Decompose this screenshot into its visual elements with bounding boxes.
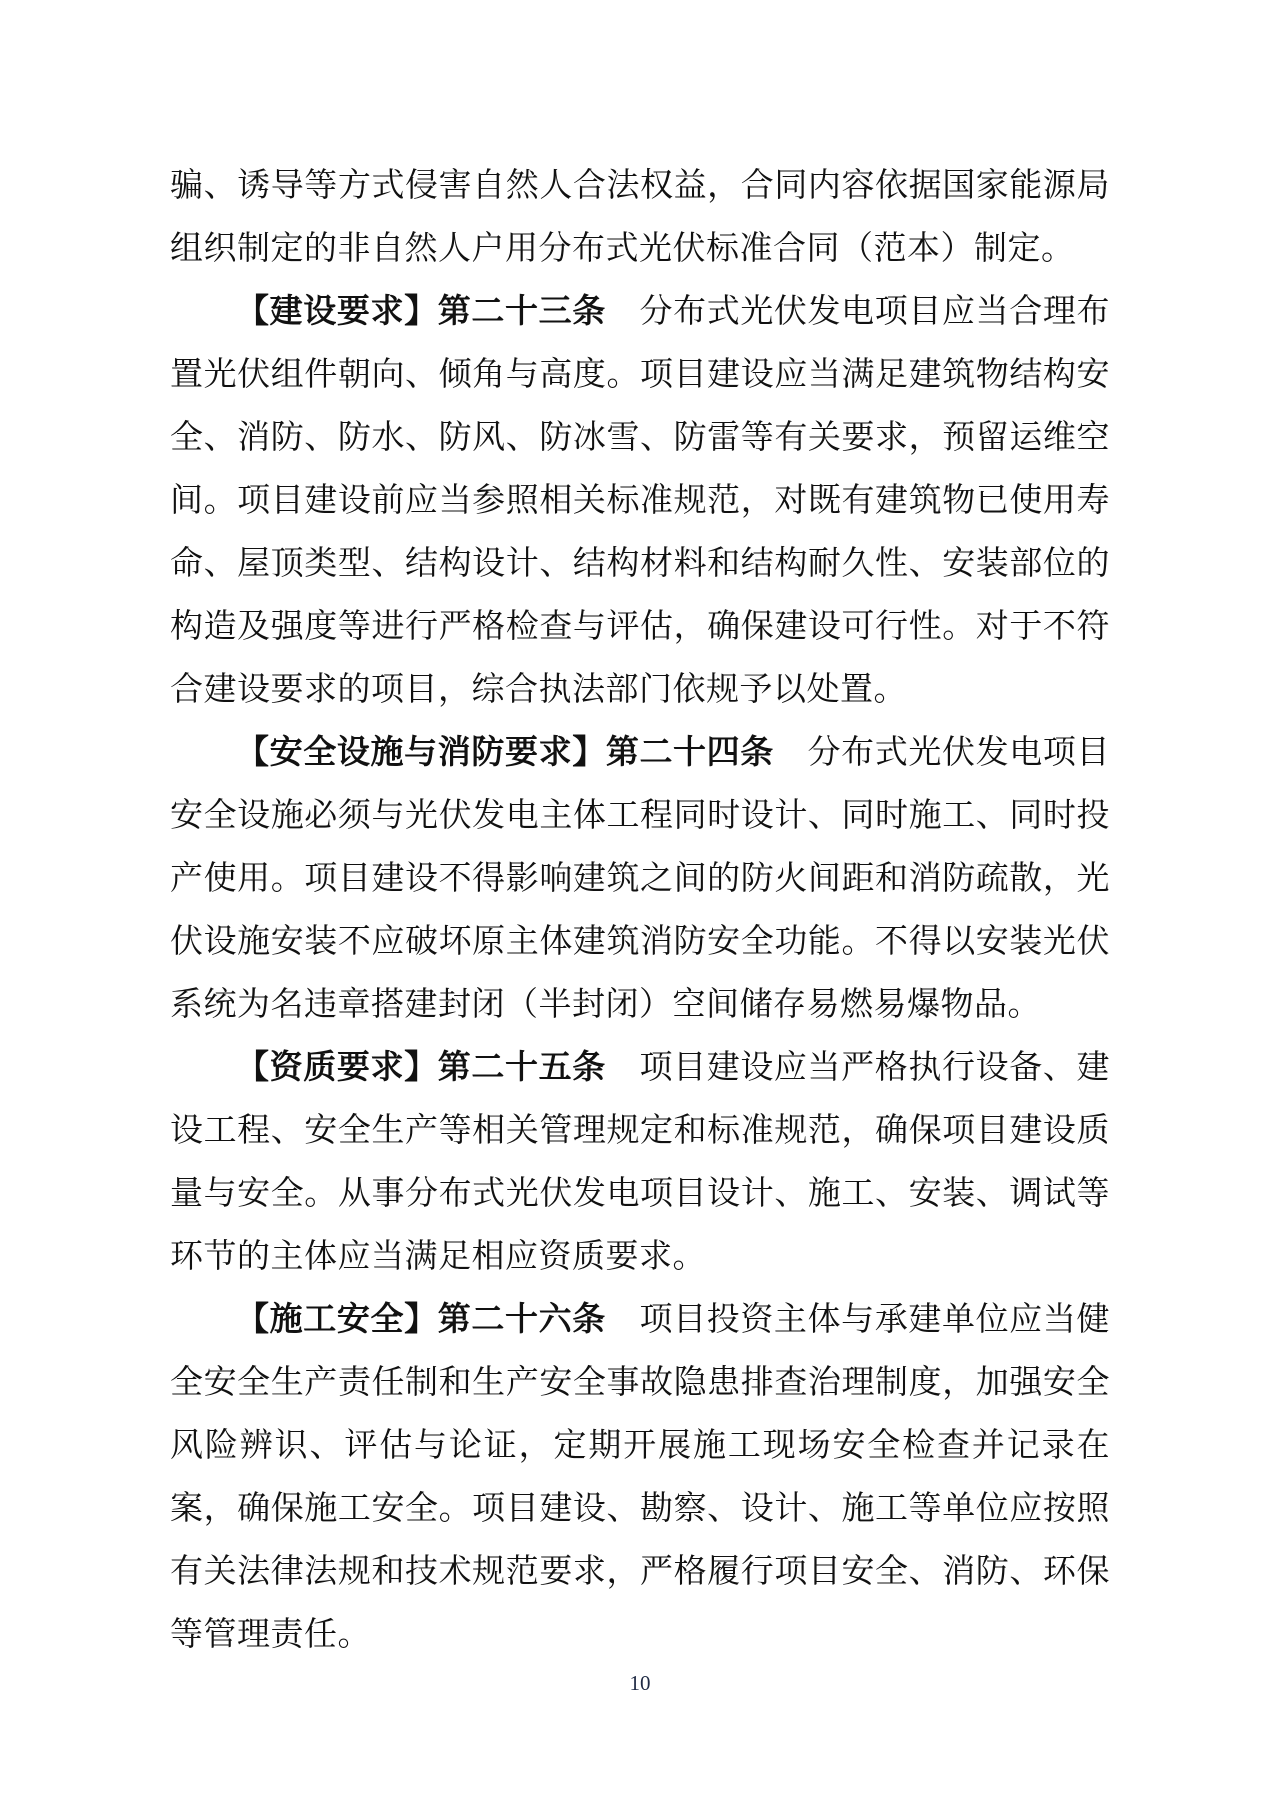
paragraph-body: 分布式光伏发电项目安全设施必须与光伏发电主体工程同时设计、同时施工、同时投产使用。项目建设不得影响建筑之间的防火间距和消防疏散，光伏设施安装不应破坏原主体建筑消防安全功能。不得以安装光伏系统为名违章搭建封闭（半封闭）空间储存易燃易爆物品。 <box>170 735 1111 1023</box>
paragraph-clause-24 <box>170 722 1110 1037</box>
page-number: 10 <box>629 1671 651 1695</box>
paragraph-body: 骗、诱导等方式侵害自然人合法权益，合同内容依据国家能源局组织制定的非自然人户用分布式光伏标准合同（范本）制定。 <box>170 168 1110 267</box>
paragraph-body: 分布式光伏发电项目应当合理布置光伏组件朝向、倾角与高度。项目建设应当满足建筑物结构安全、消防、防水、防风、防冰雪、防雷等有关要求，预留运维空间。项目建设前应当参照相关标准规范，对既有建筑物已使用寿命、屋顶类型、结构设计、结构材料和结构耐久性、安装部位的构造及强度等进行严格检查与评估，确保建设可行性。对于不符合建设要求的项目，综合执法部门依规予以处置。 <box>170 294 1111 708</box>
clause-heading: 【安全设施与消防要求】第二十四条 <box>236 735 808 771</box>
clause-heading: 【建设要求】第二十三条 <box>236 294 640 330</box>
paragraph-body: 项目投资主体与承建单位应当健全安全生产责任制和生产安全事故隐患排查治理制度，加强安全风险辨识、评估与论证，定期开展施工现场安全检查并记录在案，确保施工安全。项目建设、勘察、设计、施工等单位应按照有关法律法规和技术规范要求，严格履行项目安全、消防、环保等管理责任。 <box>170 1302 1111 1653</box>
clause-heading: 【施工安全】第二十六条 <box>236 1302 640 1338</box>
paragraph-continuation <box>170 155 1110 281</box>
clause-heading: 【资质要求】第二十五条 <box>236 1050 640 1086</box>
paragraph-body: 项目建设应当严格执行设备、建设工程、安全生产等相关管理规定和标准规范，确保项目建设质量与安全。从事分布式光伏发电项目设计、施工、安装、调试等环节的主体应当满足相应资质要求。 <box>170 1050 1111 1275</box>
document-text-block <box>170 155 1110 1667</box>
paragraph-clause-23 <box>170 281 1110 722</box>
paragraph-clause-25 <box>170 1037 1110 1289</box>
paragraph-clause-26 <box>170 1289 1110 1667</box>
